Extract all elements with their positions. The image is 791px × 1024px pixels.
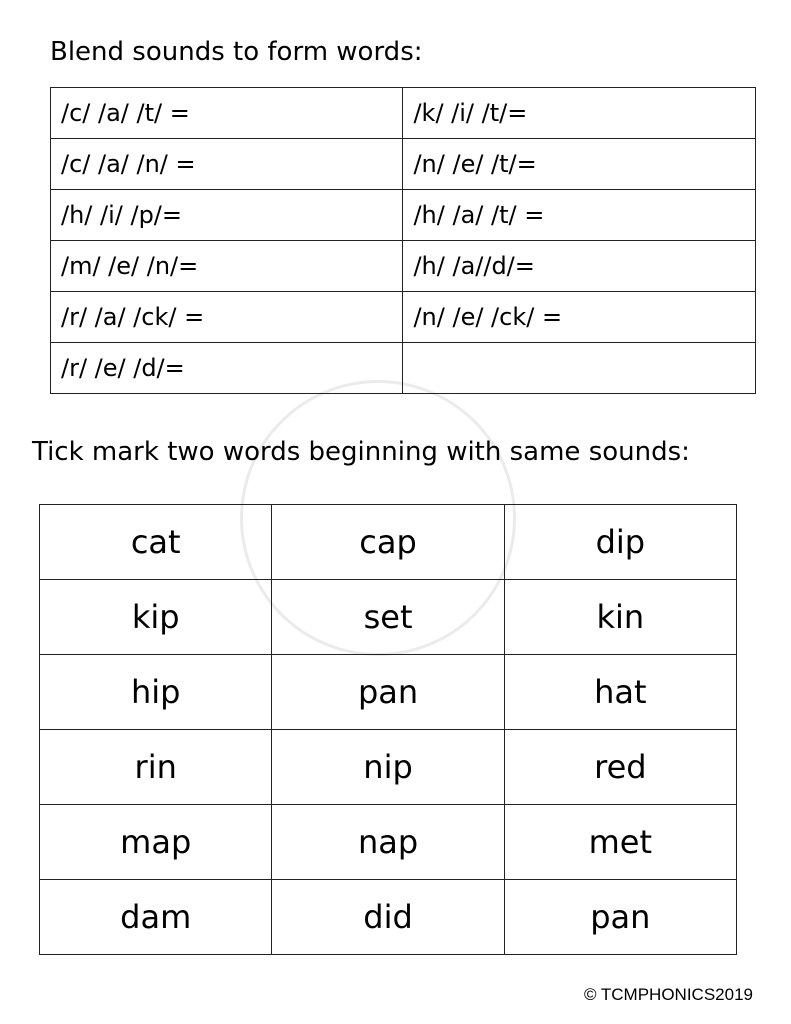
tick-table (39, 504, 737, 955)
word-cell[interactable]: cat (40, 505, 272, 580)
blend-cell: /r/ /e/ /d/= (51, 343, 403, 394)
word-cell[interactable]: pan (504, 880, 736, 955)
table-row (51, 190, 756, 241)
word-cell[interactable]: kin (504, 580, 736, 655)
table-row (51, 343, 756, 394)
word-cell[interactable]: kip (40, 580, 272, 655)
table-row (40, 655, 737, 730)
word-cell[interactable]: cap (272, 505, 504, 580)
blend-cell: /h/ /a//d/= (403, 241, 756, 292)
table-row (40, 580, 737, 655)
word-cell[interactable]: hat (504, 655, 736, 730)
table-row (51, 139, 756, 190)
word-cell[interactable]: pan (272, 655, 504, 730)
blend-cell: /n/ /e/ /ck/ = (403, 292, 756, 343)
table-row (51, 241, 756, 292)
word-cell[interactable]: nap (272, 805, 504, 880)
word-cell[interactable]: map (40, 805, 272, 880)
blend-cell: /c/ /a/ /n/ = (51, 139, 403, 190)
table-row (40, 505, 737, 580)
copyright-notice: © TCMPHONICS2019 (583, 985, 753, 1004)
table-row (51, 88, 756, 139)
blend-cell: /k/ /i/ /t/= (403, 88, 756, 139)
blend-cell: /r/ /a/ /ck/ = (51, 292, 403, 343)
tick-heading: Tick mark two words beginning with same sounds: (32, 437, 690, 467)
table-row (51, 292, 756, 343)
blend-cell (403, 343, 756, 394)
word-cell[interactable]: rin (40, 730, 272, 805)
table-row (40, 730, 737, 805)
word-cell[interactable]: met (504, 805, 736, 880)
blend-table (50, 87, 756, 394)
word-cell[interactable]: dam (40, 880, 272, 955)
word-cell[interactable]: hip (40, 655, 272, 730)
word-cell[interactable]: did (272, 880, 504, 955)
blend-heading: Blend sounds to form words: (50, 37, 423, 67)
table-row (40, 880, 737, 955)
word-cell[interactable]: nip (272, 730, 504, 805)
word-cell[interactable]: red (504, 730, 736, 805)
blend-cell: /h/ /i/ /p/= (51, 190, 403, 241)
blend-cell: /h/ /a/ /t/ = (403, 190, 756, 241)
blend-cell: /c/ /a/ /t/ = (51, 88, 403, 139)
blend-cell: /n/ /e/ /t/= (403, 139, 756, 190)
table-row (40, 805, 737, 880)
blend-cell: /m/ /e/ /n/= (51, 241, 403, 292)
word-cell[interactable]: dip (504, 505, 736, 580)
word-cell[interactable]: set (272, 580, 504, 655)
